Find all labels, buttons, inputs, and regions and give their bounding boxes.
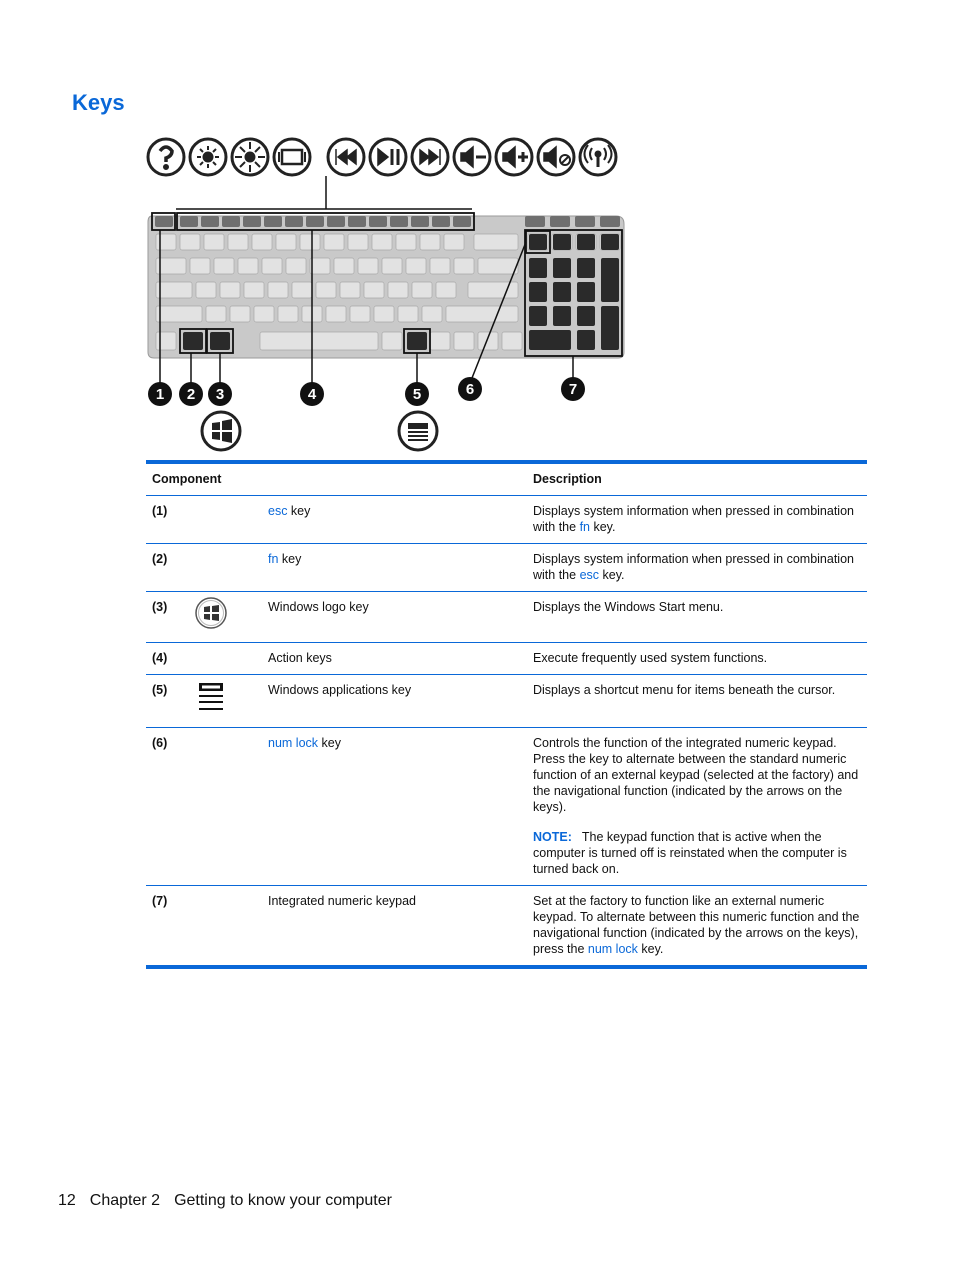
row-number: (2) [152, 552, 168, 566]
page-title: Keys [72, 90, 125, 115]
note-label: NOTE: [533, 830, 572, 844]
fn-link[interactable]: fn [579, 520, 590, 534]
chapter-label: Chapter 2 [89, 1192, 161, 1209]
volume-up-icon [496, 139, 532, 175]
table-row [146, 886, 867, 968]
wireless-icon [580, 139, 616, 175]
row-description: Displays system information when pressed in combination with the esc key. [533, 552, 854, 582]
column-header-component: Component [152, 472, 222, 486]
row-description: Displays the Windows Start menu. [533, 600, 724, 614]
callout-6 [458, 377, 482, 401]
svg-text:3: 3 [215, 386, 225, 403]
row-component: Action keys [268, 651, 332, 665]
svg-text:4: 4 [307, 386, 317, 403]
table-row [146, 675, 867, 728]
svg-text:6: 6 [465, 381, 475, 398]
windows-logo-icon [202, 412, 240, 450]
row-component: Windows applications key [268, 683, 412, 697]
num-lock-link[interactable]: num lock [268, 736, 319, 750]
chapter-title: Getting to know your computer [174, 1192, 392, 1209]
row-icon-cell [188, 643, 262, 675]
row-component: num lock key [268, 736, 341, 750]
row-icon-cell [188, 592, 262, 643]
row-number: (5) [152, 683, 168, 697]
action-key-icons [148, 139, 616, 175]
row-description: Execute frequently used system functions. [533, 651, 768, 665]
page-footer [58, 1192, 406, 1210]
applications-menu-icon [194, 679, 228, 715]
row-description: Displays a shortcut menu for items beneath the cursor. [533, 683, 836, 697]
callout-1 [148, 382, 172, 406]
row-icon-cell [188, 728, 262, 886]
note-text: The keypad function that is active when the computer is turned off is reinstated when the computer is turned back on. [533, 830, 847, 876]
keyboard-illustration [140, 130, 630, 455]
windows-logo-icon [194, 596, 228, 630]
row-number: (3) [152, 600, 168, 614]
svg-text:2: 2 [186, 386, 196, 403]
note [533, 829, 861, 877]
callout-7 [561, 377, 585, 401]
keyboard-body [148, 213, 624, 358]
callout-5 [405, 382, 429, 406]
row-icon-cell [188, 675, 262, 728]
row-icon-cell [188, 886, 262, 968]
row-number: (1) [152, 504, 168, 518]
svg-text:7: 7 [568, 381, 578, 398]
row-component: Windows logo key [268, 600, 369, 614]
table-row [146, 496, 867, 544]
brightness-down-icon [190, 139, 226, 175]
callout-4 [300, 382, 324, 406]
row-component: Integrated numeric keypad [268, 894, 417, 908]
row-component: fn key [268, 552, 302, 566]
svg-text:5: 5 [412, 386, 422, 403]
table-row [146, 592, 867, 643]
brightness-up-icon [232, 139, 268, 175]
esc-link[interactable]: esc [268, 504, 288, 518]
help-icon [148, 139, 184, 175]
num-lock-link[interactable]: num lock [587, 942, 638, 956]
volume-down-icon [454, 139, 490, 175]
table-row [146, 643, 867, 675]
row-icon-cell [188, 496, 262, 544]
row-icon-cell [188, 544, 262, 592]
fn-link[interactable]: fn [268, 552, 279, 566]
row-number: (6) [152, 736, 168, 750]
table-header-row [146, 462, 867, 496]
applications-menu-icon [399, 412, 437, 450]
callout-2 [179, 382, 203, 406]
display-switch-icon [274, 139, 310, 175]
page-number: 12 [58, 1192, 76, 1209]
svg-text:1: 1 [155, 386, 165, 403]
esc-link[interactable]: esc [579, 568, 600, 582]
row-description: Displays system information when pressed in combination with the fn key. [533, 504, 854, 534]
column-header-description: Description [533, 472, 602, 486]
row-number: (7) [152, 894, 168, 908]
components-table [146, 460, 867, 969]
row-description: Controls the function of the integrated numeric keypad. Press the key to alternate between the standard numeric function of an external keypad (selected at the factory) and the navigational function (indicated by the arrows on the keys). NOTE: The keypad function that is active when the computer is turned off is reinstated when the computer is turned back on. [527, 728, 867, 886]
table-row [146, 728, 867, 886]
row-number: (4) [152, 651, 168, 665]
row-component: esc key [268, 504, 311, 518]
keyboard-figure [140, 130, 630, 455]
mute-icon [538, 139, 574, 175]
play-pause-icon [370, 139, 406, 175]
row-description: Set at the factory to function like an external numeric keypad. To alternate between this numeric function and the navigational function (indicated by the arrows on the keys), press the num lock key. [533, 894, 860, 956]
previous-track-icon [328, 139, 364, 175]
callout-3 [208, 382, 232, 406]
callout-markers [148, 377, 585, 406]
next-track-icon [412, 139, 448, 175]
table-row [146, 544, 867, 592]
